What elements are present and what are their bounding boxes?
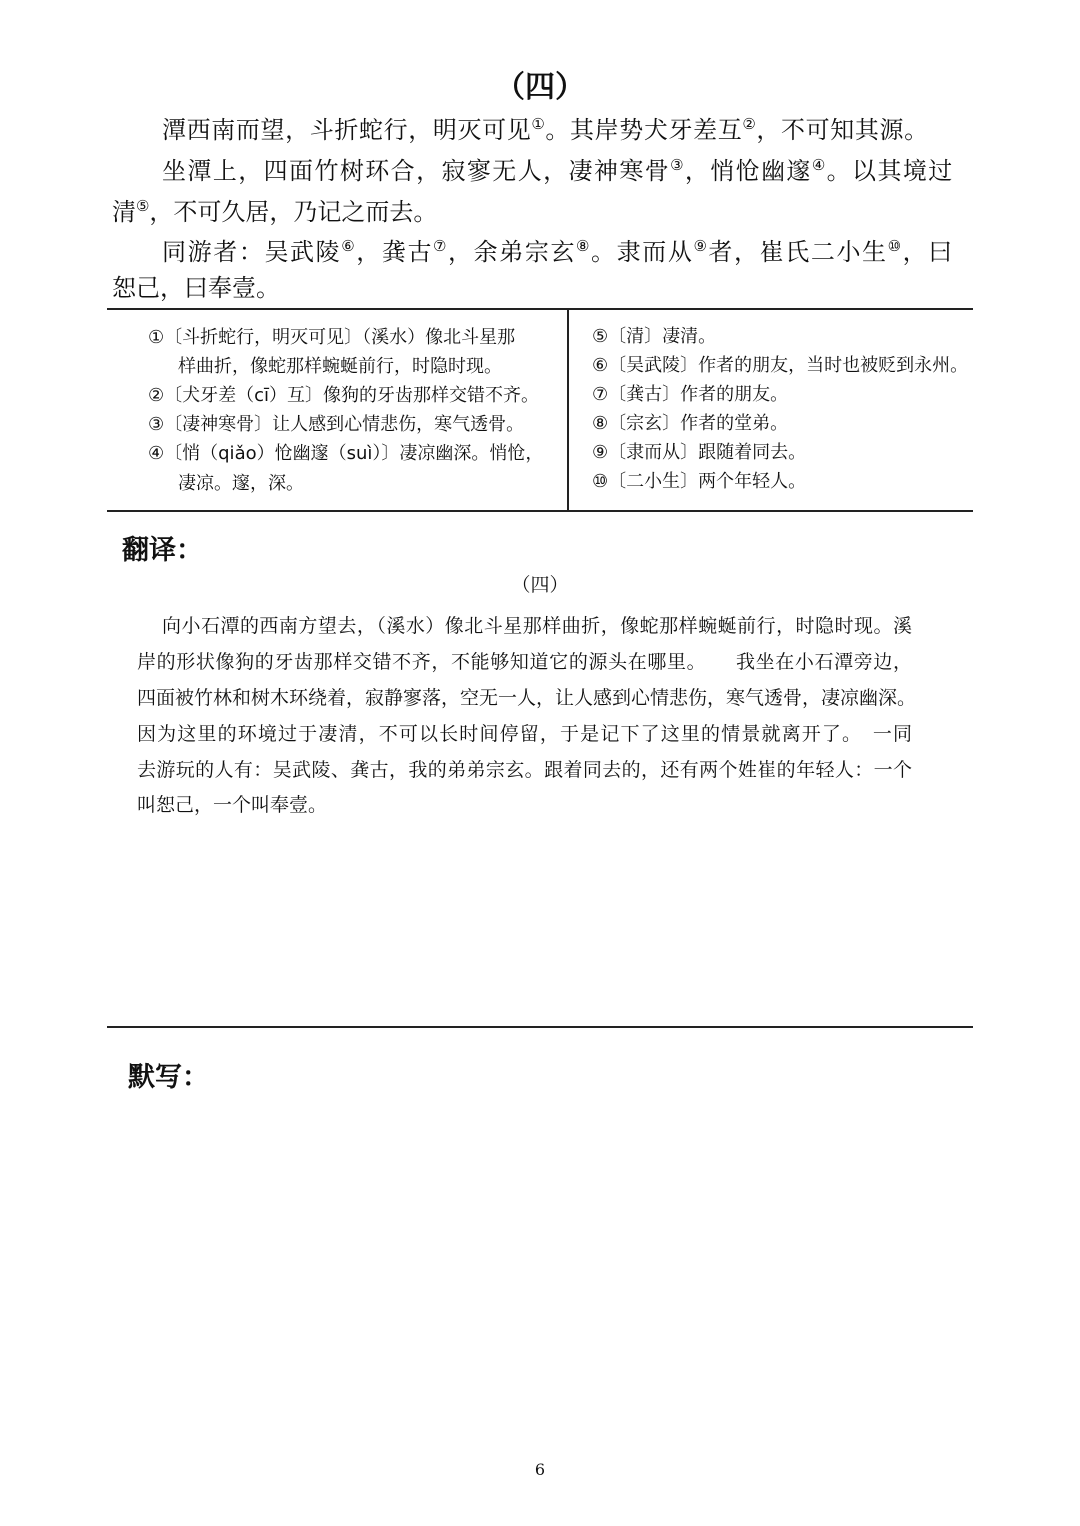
footnote-marker: ⑤ — [136, 197, 150, 215]
note-line: ③〔凄神寒骨〕让人感到心情悲伤，寒气透骨。 — [148, 414, 525, 435]
footnote-marker: ⑨ — [693, 237, 709, 255]
text-line: 坐潭上，四面竹树环合，寂寥无人，凄神寒骨③，悄怆幽邃④。以其境过 — [162, 156, 953, 185]
page-number: 6 — [534, 1460, 546, 1479]
dictation-heading: 默写： — [128, 1062, 209, 1093]
footnote-marker: ⑦ — [433, 237, 448, 255]
translation-line: 叫恕己，一个叫奉壹。 — [137, 794, 328, 816]
note-line: 凄凉。邃，深。 — [178, 473, 304, 494]
note-line: ⑦〔龚古〕作者的朋友。 — [592, 384, 789, 405]
note-line: ①〔斗折蛇行，明灭可见〕（溪水）像北斗星那 — [148, 327, 516, 348]
text-line: 恕己，曰奉壹。 — [112, 274, 280, 302]
translation-line: 去游玩的人有：吴武陵、龚古，我的弟弟宗玄。跟着同去的，还有两个姓崔的年轻人：一个 — [137, 759, 912, 781]
note-line: ⑤〔清〕凄清。 — [592, 326, 717, 347]
divider — [107, 1026, 973, 1028]
divider — [107, 308, 973, 310]
column-divider — [567, 310, 569, 512]
text-line: 清⑤，不可久居，乃记之而去。 — [112, 197, 438, 226]
text-line: 潭西南而望，斗折蛇行，明灭可见①。其岸势犬牙差互②，不可知其源。 — [162, 115, 929, 144]
note-line: ②〔犬牙差（cī）互〕像狗的牙齿那样交错不齐。 — [148, 385, 540, 406]
divider — [107, 510, 973, 512]
translation-subtitle: （四） — [511, 574, 569, 596]
footnote-marker: ⑩ — [887, 237, 903, 255]
section-title: （四） — [495, 70, 585, 105]
translation-heading: 翻译： — [122, 535, 203, 566]
translation-line: 四面被竹林和树木环绕着，寂静寥落，空无一人，让人感到心情悲伤，寒气透骨，凄凉幽深。 — [137, 687, 917, 709]
footnote-marker: ③ — [670, 156, 685, 174]
translation-line: 因为这里的环境过于凄清，不可以长时间停留，于是记下了这里的情景就离开了。 一同 — [137, 723, 912, 745]
footnote-marker: ④ — [811, 156, 827, 174]
note-line: ⑥〔吴武陵〕作者的朋友，当时也被贬到永州。 — [592, 355, 969, 376]
footnote-marker: ⑥ — [341, 237, 357, 255]
note-line: ④〔悄（qiǎo）怆幽邃（suì）〕凄凉幽深。悄怆， — [148, 443, 544, 464]
footnote-marker: ⑧ — [576, 237, 591, 255]
footnote-marker: ② — [742, 115, 757, 133]
note-line: ⑧〔宗玄〕作者的堂弟。 — [592, 413, 789, 434]
note-line: ⑨〔隶而从〕跟随着同去。 — [592, 442, 807, 463]
translation-line: 岸的形状像狗的牙齿那样交错不齐，不能够知道它的源头在哪里。 我坐在小石潭旁边， — [137, 651, 912, 673]
note-line: 样曲折，像蛇那样蜿蜒前行，时隐时现。 — [178, 356, 502, 377]
text-line: 同游者：吴武陵⑥，龚古⑦，余弟宗玄⑧。隶而从⑨者，崔氏二小生⑩，曰 — [162, 237, 953, 266]
note-line: ⑩〔二小生〕两个年轻人。 — [592, 471, 807, 492]
footnote-marker: ① — [531, 115, 546, 133]
translation-line: 向小石潭的西南方望去，（溪水）像北斗星那样曲折，像蛇那样蜿蜒前行，时隐时现。溪 — [162, 615, 912, 637]
